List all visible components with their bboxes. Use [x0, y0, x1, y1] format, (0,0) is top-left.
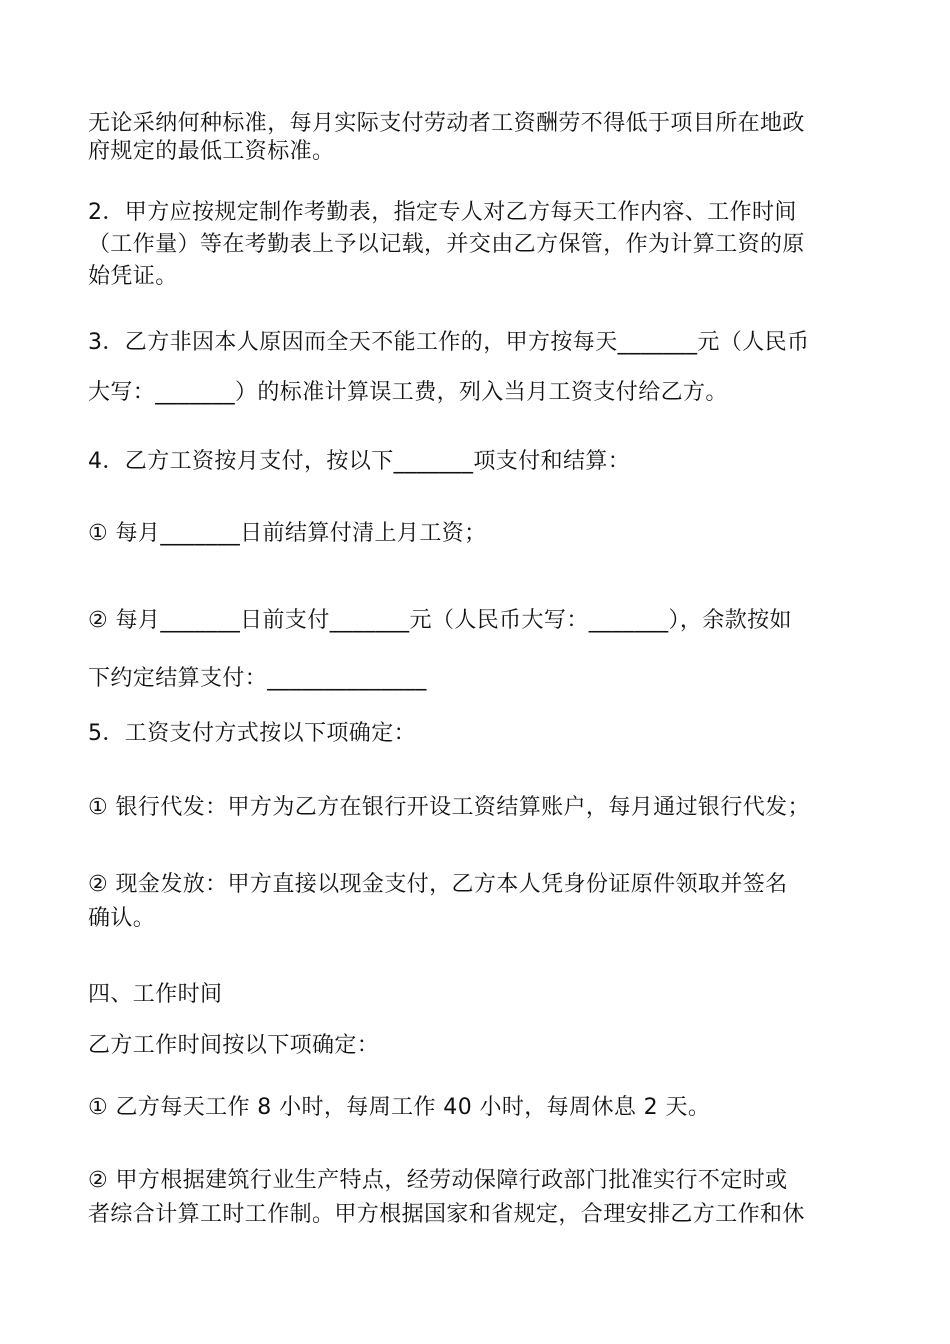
text-line: 四、工作时间: [88, 982, 223, 1007]
text-line: ① 每月_______日前结算付清上月工资；: [88, 521, 487, 546]
text-line: ① 银行代发：甲方为乙方在银行开设工资结算账户，每月通过银行代发；: [88, 795, 810, 820]
paragraph-option-5-1: [88, 792, 868, 824]
text-line: 确认。: [88, 906, 156, 931]
text-line: （工作量）等在考勤表上予以记载，并交由乙方保管，作为计算工资的原: [88, 232, 805, 257]
paragraph-item-5: [88, 718, 868, 750]
paragraph-work-time-intro: [88, 1030, 868, 1062]
text-line: 4．乙方工资按月支付，按以下_______项支付和结算：: [88, 449, 631, 474]
paragraph-item-4: [88, 446, 868, 478]
text-line: ② 现金发放：甲方直接以现金支付，乙方本人凭身份证原件领取并签名: [88, 872, 788, 897]
text-line: 3．乙方非因本人原因而全天不能工作的，甲方按每天_______元（人民币: [88, 330, 810, 355]
text-line: ① 乙方每天工作 8 小时，每周工作 40 小时，每周休息 2 天。: [88, 1095, 711, 1120]
paragraph-option-5-2: [88, 868, 868, 936]
paragraph-item-2: [88, 197, 868, 293]
section-heading-work-time: [88, 979, 868, 1011]
text-line: 者综合计算工时工作制。甲方根据国家和省规定，合理安排乙方工作和休: [88, 1202, 805, 1227]
text-line: 2．甲方应按规定制作考勤表，指定专人对乙方每天工作内容、工作时间: [88, 200, 797, 225]
paragraph-work-time-option-2: [88, 1164, 868, 1232]
text-line: 大写：_______）的标准计算误工费，列入当月工资支付给乙方。: [88, 380, 728, 405]
paragraph-option-4-2: [88, 592, 868, 708]
text-line: ② 每月_______日前支付_______元（人民币大写：_______），余款按如: [88, 608, 792, 633]
text-line: 府规定的最低工资标准。: [88, 139, 335, 164]
text-line: 乙方工作时间按以下项确定：: [88, 1033, 380, 1058]
text-line: ② 甲方根据建筑行业生产特点，经劳动保障行政部门批准实行不定时或: [88, 1168, 788, 1193]
text-line: 无论采纳何种标准，每月实际支付劳动者工资酬劳不得低于项目所在地政: [88, 111, 805, 136]
text-line: 始凭证。: [88, 264, 178, 289]
paragraph-item-3: [88, 318, 868, 418]
paragraph-wage-standard: [88, 110, 868, 166]
paragraph-option-4-1: [88, 518, 868, 550]
text-line: 5．工资支付方式按以下项确定：: [88, 721, 416, 746]
text-line: 下约定结算支付：______________: [88, 666, 427, 691]
paragraph-work-time-option-1: [88, 1092, 868, 1124]
